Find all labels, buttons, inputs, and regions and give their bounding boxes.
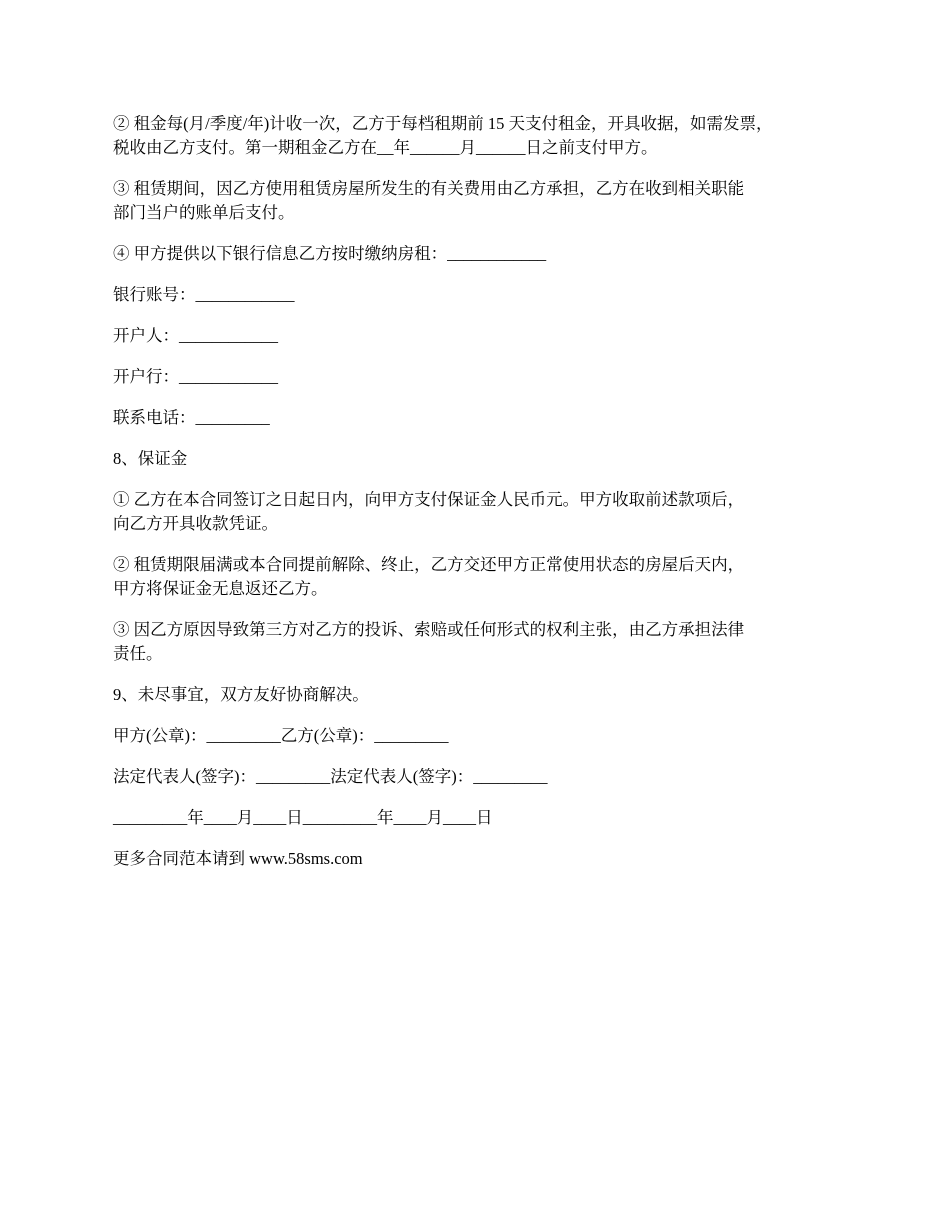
deposit-clause-1: ① 乙方在本合同签订之日起日内，向甲方支付保证金人民币元。甲方收取前述款项后， 向乙方开具收款凭证。 [113,490,745,533]
more-templates-line: 更多合同范本请到 www.58sms.com [113,849,363,868]
fees-clause: ③ 租赁期间，因乙方使用租赁房屋所发生的有关费用由乙方承担，乙方在收到相关职能 部门当户的账单后支付。 [113,179,745,222]
date-line: _________年____月____日_________年____月____日 [113,808,493,827]
rent-payment-clause: ② 租金每(月/季度/年)计收一次，乙方于每档租期前 15 天支付租金，开具收据，如需发票， 税收由乙方支付。第一期租金乙方在__年______月______日之前支付甲方。 [113,114,773,157]
document-page [113,112,853,888]
bank-account-line: 银行账号：____________ [113,285,295,304]
account-holder-line: 开户人：____________ [113,326,278,345]
contact-phone-line: 联系电话：_________ [113,408,270,427]
deposit-clause-2: ② 租赁期限届满或本合同提前解除、终止，乙方交还甲方正常使用状态的房屋后天内， 甲方将保证金无息返还乙方。 [113,555,745,598]
deposit-clause-3: ③ 因乙方原因导致第三方对乙方的投诉、索赔或任何形式的权利主张，由乙方承担法律 责任。 [113,620,745,663]
section-9-line: 9、未尽事宜，双方友好协商解决。 [113,685,369,704]
bank-branch-line: 开户行：____________ [113,367,278,386]
representative-line: 法定代表人(签字)：_________法定代表人(签字)：_________ [113,767,548,786]
seal-line: 甲方(公章)：_________乙方(公章)：_________ [113,726,449,745]
section-8-heading: 8、保证金 [113,449,188,468]
bank-info-clause: ④ 甲方提供以下银行信息乙方按时缴纳房租：____________ [113,244,547,263]
